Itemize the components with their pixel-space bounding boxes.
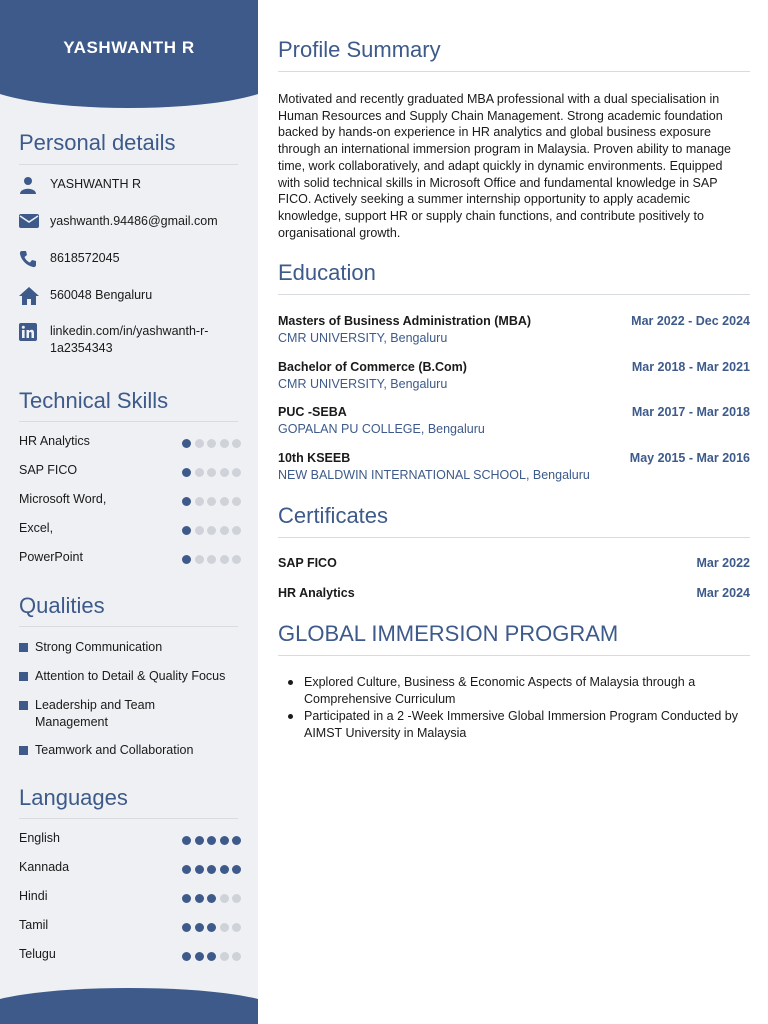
skill-row bbox=[19, 434, 241, 450]
language-row bbox=[19, 947, 241, 963]
linkedin-icon bbox=[19, 323, 39, 341]
rating-dot bbox=[232, 555, 241, 564]
rating-dot bbox=[195, 439, 204, 448]
personal-location-text: 560048 Bengaluru bbox=[50, 288, 153, 302]
quality-text: Strong Communication bbox=[35, 640, 163, 654]
education-entry bbox=[278, 405, 750, 439]
rating-dot bbox=[232, 497, 241, 506]
rating-dot bbox=[232, 894, 241, 903]
quality-text: Attention to Detail & Quality Focus bbox=[35, 669, 226, 683]
language-label: English bbox=[19, 831, 60, 845]
rating-dot bbox=[232, 923, 241, 932]
rating-dot bbox=[207, 497, 216, 506]
school: NEW BALDWIN INTERNATIONAL SCHOOL, Bengaluru bbox=[278, 468, 590, 482]
language-rating bbox=[179, 834, 242, 844]
profile-summary-text: Motivated and recently graduated MBA professional with a dual specialisation in Human Resources and Supply Chain Management. Strong academic foundation backed by hands-on experience in HR analytics and global business exposure through an international immersion program in Malaysia. Proven ability to manage time, work collaboratively, and adapt quickly in dynamic environments. Equipped with solid technical skills in Microsoft Office and fundamental knowledge in SAP FICO. Actively seeking a summer internship opportunity to apply academic knowledge, support HR or supply chain functions, and contribute positively to organisational growth. bbox=[278, 92, 732, 240]
certificate-name: HR Analytics bbox=[278, 586, 355, 600]
rating-dot bbox=[195, 865, 204, 874]
skill-row bbox=[19, 492, 241, 508]
language-label: Hindi bbox=[19, 889, 48, 903]
skill-label: Excel, bbox=[19, 521, 54, 535]
email-icon bbox=[19, 213, 39, 231]
skill-label: SAP FICO bbox=[19, 463, 78, 477]
rating-dot bbox=[220, 923, 229, 932]
technical-skills-heading: Technical Skills bbox=[19, 388, 169, 413]
rating-dot bbox=[220, 526, 229, 535]
rating-dot bbox=[182, 497, 191, 506]
personal-details-heading: Personal details bbox=[19, 130, 176, 155]
home-icon bbox=[19, 287, 39, 305]
rating-dot bbox=[207, 836, 216, 845]
immersion-item: Explored Culture, Business & Economic Aspects of Malaysia through a Comprehensive Curriculum bbox=[278, 674, 748, 707]
qualities-heading: Qualities bbox=[19, 593, 105, 618]
divider bbox=[19, 626, 238, 627]
rating-dot bbox=[207, 468, 216, 477]
square-bullet-icon bbox=[19, 643, 28, 652]
education-dates: Mar 2018 - Mar 2021 bbox=[631, 360, 750, 374]
skill-label: HR Analytics bbox=[19, 434, 90, 448]
language-row bbox=[19, 918, 241, 934]
rating-dot bbox=[182, 836, 191, 845]
language-rating bbox=[179, 921, 242, 931]
education-dates: May 2015 - Mar 2016 bbox=[629, 451, 750, 465]
rating-dot bbox=[220, 555, 229, 564]
skill-label: Microsoft Word, bbox=[19, 492, 107, 506]
education-entry bbox=[278, 451, 750, 485]
skill-rating bbox=[179, 524, 242, 534]
rating-dot bbox=[195, 894, 204, 903]
rating-dot bbox=[207, 923, 216, 932]
language-rating bbox=[179, 863, 242, 873]
language-label: Tamil bbox=[19, 918, 49, 932]
degree: PUC -SEBA bbox=[278, 405, 347, 419]
rating-dot bbox=[220, 952, 229, 961]
degree: Bachelor of Commerce (B.Com) bbox=[278, 360, 467, 374]
rating-dot bbox=[195, 497, 204, 506]
divider bbox=[278, 655, 750, 656]
phone-icon bbox=[19, 250, 39, 268]
language-row bbox=[19, 831, 241, 847]
rating-dot bbox=[220, 468, 229, 477]
rating-dot bbox=[232, 526, 241, 535]
certificates-heading: Certificates bbox=[278, 503, 389, 528]
personal-linkedin-text[interactable]: linkedin.com/in/yashwanth-r-1a2354343 bbox=[50, 324, 209, 355]
education-entry bbox=[278, 314, 750, 348]
skill-rating bbox=[179, 495, 242, 505]
divider bbox=[19, 818, 238, 819]
rating-dot bbox=[182, 923, 191, 932]
rating-dot bbox=[195, 923, 204, 932]
rating-dot bbox=[207, 555, 216, 564]
skill-rating bbox=[179, 437, 242, 447]
divider bbox=[19, 421, 238, 422]
rating-dot bbox=[220, 836, 229, 845]
education-dates: Mar 2017 - Mar 2018 bbox=[631, 405, 750, 419]
rating-dot bbox=[182, 439, 191, 448]
language-rating bbox=[179, 892, 242, 902]
rating-dot bbox=[195, 952, 204, 961]
education-entry bbox=[278, 360, 750, 394]
degree: 10th KSEEB bbox=[278, 451, 351, 465]
certificate-name: SAP FICO bbox=[278, 556, 337, 570]
rating-dot bbox=[195, 555, 204, 564]
person-icon bbox=[19, 176, 39, 194]
personal-email-text[interactable]: yashwanth.94486@gmail.com bbox=[50, 214, 218, 228]
rating-dot bbox=[220, 894, 229, 903]
divider bbox=[278, 537, 750, 538]
education-dates: Mar 2022 - Dec 2024 bbox=[631, 314, 750, 328]
language-label: Telugu bbox=[19, 947, 56, 961]
school: GOPALAN PU COLLEGE, Bengaluru bbox=[278, 422, 485, 436]
rating-dot bbox=[182, 952, 191, 961]
divider bbox=[278, 71, 750, 72]
global-immersion-heading: GLOBAL IMMERSION PROGRAM bbox=[278, 621, 619, 646]
rating-dot bbox=[182, 865, 191, 874]
rating-dot bbox=[232, 439, 241, 448]
certificate-date: Mar 2022 bbox=[696, 556, 750, 570]
rating-dot bbox=[232, 865, 241, 874]
rating-dot bbox=[182, 555, 191, 564]
rating-dot bbox=[182, 526, 191, 535]
school: CMR UNIVERSITY, Bengaluru bbox=[278, 331, 448, 345]
square-bullet-icon bbox=[19, 672, 28, 681]
language-row bbox=[19, 860, 241, 876]
rating-dot bbox=[232, 836, 241, 845]
square-bullet-icon bbox=[19, 701, 28, 710]
certificate-entry bbox=[278, 586, 750, 602]
skill-label: PowerPoint bbox=[19, 550, 83, 564]
language-rating bbox=[179, 950, 242, 960]
quality-text: Teamwork and Collaboration bbox=[35, 743, 194, 757]
language-row bbox=[19, 889, 241, 905]
immersion-list bbox=[278, 674, 748, 743]
rating-dot bbox=[207, 952, 216, 961]
square-bullet-icon bbox=[19, 746, 28, 755]
sidebar bbox=[0, 0, 258, 1024]
school: CMR UNIVERSITY, Bengaluru bbox=[278, 377, 448, 391]
education-heading: Education bbox=[278, 260, 376, 285]
rating-dot bbox=[195, 836, 204, 845]
divider bbox=[19, 164, 238, 165]
rating-dot bbox=[232, 952, 241, 961]
language-label: Kannada bbox=[19, 860, 70, 874]
sidebar-footer-band bbox=[0, 988, 258, 1024]
rating-dot bbox=[207, 865, 216, 874]
personal-phone-text[interactable]: 8618572045 bbox=[50, 251, 120, 265]
degree: Masters of Business Administration (MBA) bbox=[278, 314, 532, 328]
skill-rating bbox=[179, 466, 242, 476]
quality-text: Leadership and Team Management bbox=[35, 698, 155, 729]
divider bbox=[278, 294, 750, 295]
rating-dot bbox=[220, 439, 229, 448]
personal-name-text: YASHWANTH R bbox=[50, 177, 141, 191]
skill-row bbox=[19, 550, 241, 566]
skill-rating bbox=[179, 553, 242, 563]
rating-dot bbox=[195, 468, 204, 477]
rating-dot bbox=[220, 865, 229, 874]
profile-summary-heading: Profile Summary bbox=[278, 37, 441, 62]
candidate-name: YASHWANTH R bbox=[63, 38, 195, 57]
rating-dot bbox=[207, 439, 216, 448]
rating-dot bbox=[207, 526, 216, 535]
rating-dot bbox=[220, 497, 229, 506]
skill-row bbox=[19, 463, 241, 479]
languages-heading: Languages bbox=[19, 785, 128, 810]
certificate-date: Mar 2024 bbox=[696, 586, 750, 600]
rating-dot bbox=[182, 468, 191, 477]
rating-dot bbox=[207, 894, 216, 903]
rating-dot bbox=[195, 526, 204, 535]
immersion-item: Participated in a 2 -Week Immersive Global Immersion Program Conducted by AIMST University in Malaysia bbox=[278, 708, 748, 741]
rating-dot bbox=[232, 468, 241, 477]
certificate-entry bbox=[278, 556, 750, 572]
skill-row bbox=[19, 521, 241, 537]
rating-dot bbox=[182, 894, 191, 903]
